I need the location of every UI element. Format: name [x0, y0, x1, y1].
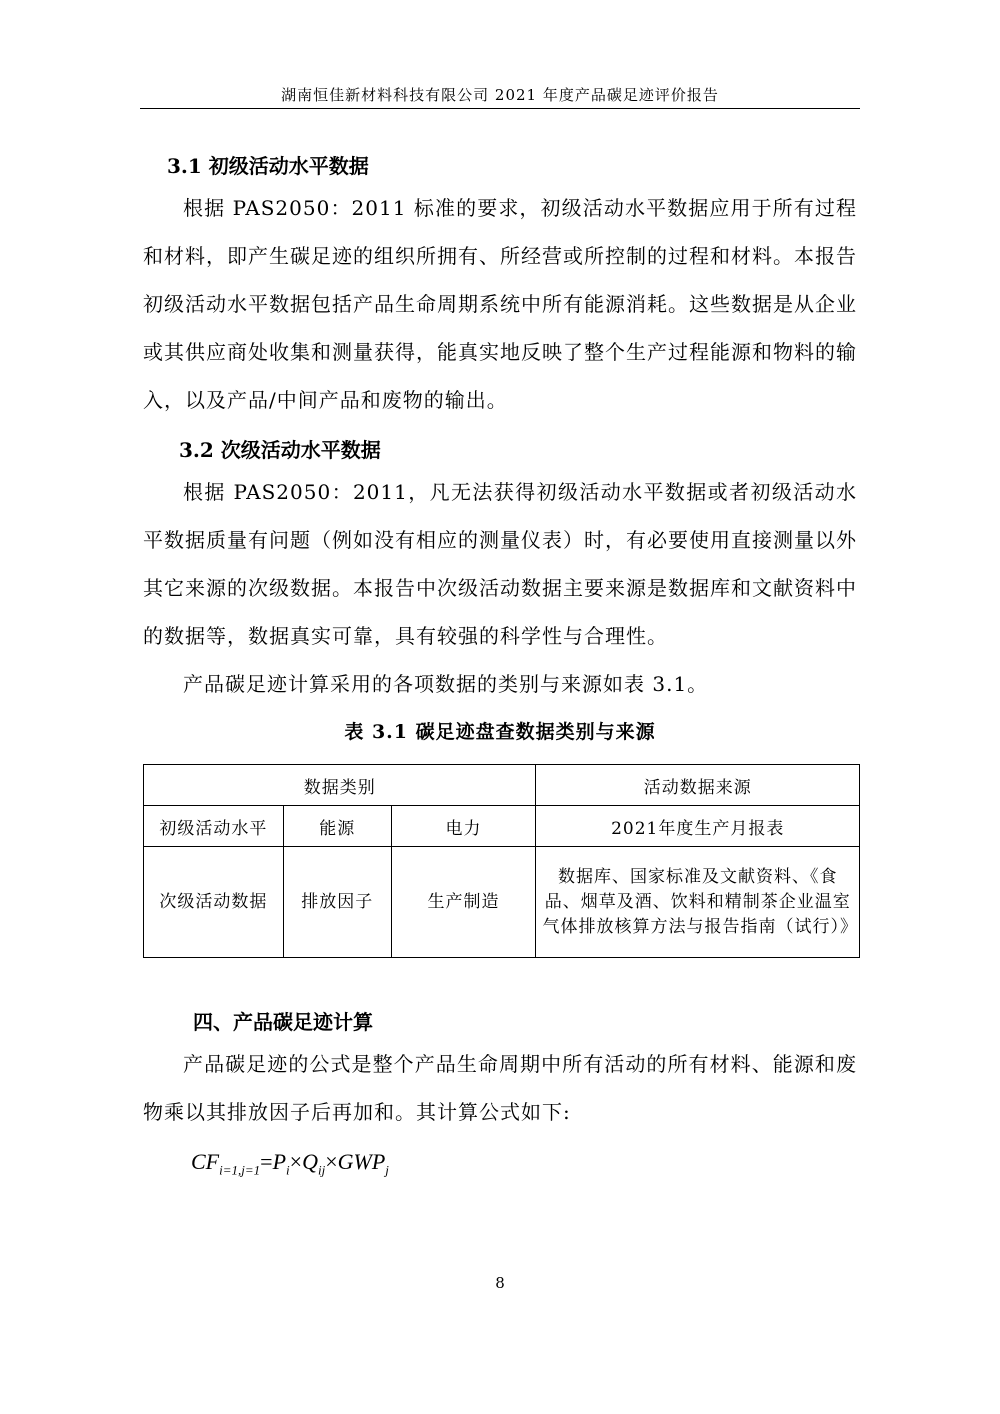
table-cell-item: 生产制造	[391, 847, 536, 958]
table-caption: 表 3.1 碳足迹盘查数据类别与来源	[344, 721, 656, 743]
page-number: 8	[495, 1274, 505, 1292]
formula-p: P	[272, 1149, 287, 1174]
section-4-paragraph: 产品碳足迹的公式是整个产品生命周期中所有活动的所有材料、能源和废物乘以其排放因子后再加和。其计算公式如下:	[143, 1052, 857, 1124]
section-3-1-heading: 3.1 初级活动水平数据	[167, 154, 369, 178]
section-3-2-heading: 3.2 次级活动水平数据	[179, 438, 381, 462]
formula-gwp: GWP	[337, 1149, 386, 1174]
formula-cf: CF	[191, 1149, 220, 1174]
carbon-footprint-formula	[143, 1142, 857, 1190]
section-3-2-paragraph: 根据 PAS2050：2011，凡无法获得初级活动水平数据或者初级活动水平数据质量有问题（例如没有相应的测量仪表）时，有必要使用直接测量以外其它来源的次级数据。本报告中次级活动数据主要来源是数据库和文献资料中的数据等，数据真实可靠，具有较强的科学性与合理性。	[143, 480, 857, 648]
header-rule	[140, 108, 860, 109]
table-row	[144, 806, 860, 847]
table-cell-level: 次级活动数据	[144, 847, 284, 958]
table-cell-level: 初级活动水平	[144, 806, 284, 847]
table-cell-type: 排放因子	[283, 847, 391, 958]
table-cell-source: 2021年度生产月报表	[536, 806, 860, 847]
formula-times: ×	[325, 1149, 338, 1174]
formula-cf-subscript: i=1,j=1	[219, 1162, 261, 1178]
running-header: 湖南恒佳新材料科技有限公司 2021 年度产品碳足迹评价报告	[281, 86, 719, 104]
page-content	[143, 148, 857, 1190]
section-3-1-paragraph: 根据 PAS2050：2011 标准的要求，初级活动水平数据应用于所有过程和材料，即产生碳足迹的组织所拥有、所经营或所控制的过程和材料。本报告初级活动水平数据包括产品生命周期系统中所有能源消耗。这些数据是从企业或其供应商处收集和测量获得，能真实地反映了整个生产过程能源和物料的输入，以及产品/中间产品和废物的输出。	[143, 196, 857, 412]
table-header-row	[144, 765, 860, 806]
formula-equals: =	[260, 1149, 273, 1174]
section-3-2-table-reference: 产品碳足迹计算采用的各项数据的类别与来源如表 3.1。	[183, 672, 709, 696]
formula-q: Q	[302, 1149, 318, 1174]
table-header-source: 活动数据来源	[536, 765, 860, 806]
table-cell-source: 数据库、国家标准及文献资料、《食品、烟草及酒、饮料和精制茶企业温室气体排放核算方法与报告指南（试行）》	[536, 847, 860, 958]
table-cell-type: 能源	[283, 806, 391, 847]
formula-q-subscript: ij	[317, 1162, 326, 1178]
formula-gwp-subscript: j	[385, 1162, 389, 1178]
table-row	[144, 847, 860, 958]
section-4-heading: 四、产品碳足迹计算	[193, 1010, 373, 1034]
formula-times: ×	[289, 1149, 303, 1174]
data-source-table	[143, 764, 860, 958]
table-cell-item: 电力	[391, 806, 536, 847]
formula-p-subscript: i	[286, 1162, 290, 1178]
table-header-category: 数据类别	[144, 765, 536, 806]
